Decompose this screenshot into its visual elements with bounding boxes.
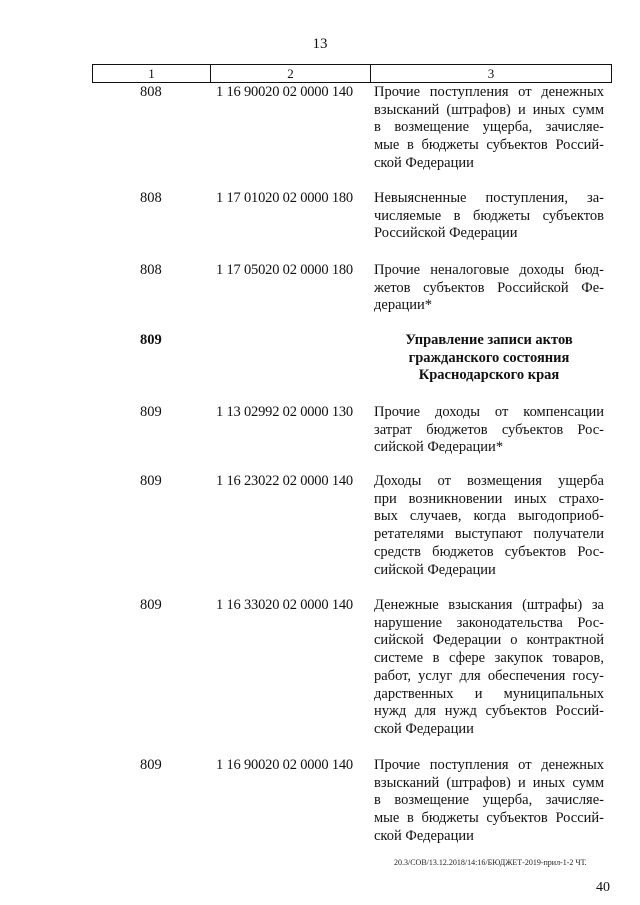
revenue-name — [374, 757, 604, 846]
admin-code: 809 — [140, 757, 162, 773]
revenue-name — [374, 262, 604, 315]
text-line: Прочие доходы от компенсации — [374, 404, 604, 420]
heading-line: гражданского состояния — [408, 349, 570, 366]
text-line: нужд для нужд субъектов Россий- — [374, 703, 604, 720]
text-line: средств бюджетов субъектов Рос- — [374, 543, 604, 560]
text-line: сийской Федерации о контрактной — [374, 632, 604, 649]
text-line: жетов субъектов Российской Фе- — [374, 279, 604, 296]
text-line: Прочие неналоговые доходы бюд- — [374, 262, 604, 278]
revenue-name — [374, 597, 604, 739]
text-line: Прочие поступления от денежных — [374, 84, 604, 100]
admin-code: 809 — [140, 332, 162, 348]
text-line: мые в бюджеты субъектов Россий- — [374, 137, 604, 154]
budget-code: 1 16 90020 02 0000 140 — [216, 757, 353, 773]
page-number-bottom: 40 — [596, 880, 610, 895]
text-line: нарушение законодательства Рос- — [374, 614, 604, 631]
text-line: системе в сфере закупок товаров, — [374, 650, 604, 667]
table-header — [92, 64, 612, 83]
budget-code: 1 13 02992 02 0000 130 — [216, 404, 353, 420]
text-line: сийской Федерации — [374, 561, 496, 578]
budget-code: 1 17 01020 02 0000 180 — [216, 190, 353, 206]
admin-code: 809 — [140, 473, 162, 489]
text-line: работ, услуг для обеспечения госу- — [374, 667, 604, 684]
header-col-2: 2 — [211, 65, 371, 82]
budget-code: 1 16 90020 02 0000 140 — [216, 84, 353, 100]
page-number-top: 13 — [312, 36, 328, 52]
admin-code: 808 — [140, 190, 162, 206]
text-line: ской Федерации — [374, 827, 474, 844]
text-line: взысканий (штрафов) и иных сумм — [374, 101, 604, 118]
text-line: вых случаев, когда выгодоприоб- — [374, 508, 604, 525]
header-col-1: 1 — [93, 65, 211, 82]
budget-code: 1 16 33020 02 0000 140 — [216, 597, 353, 613]
text-line: Прочие поступления от денежных — [374, 757, 604, 773]
text-line: ретателями выступают получатели — [374, 526, 604, 543]
admin-code: 809 — [140, 404, 162, 420]
budget-code: 1 17 05020 02 0000 180 — [216, 262, 353, 278]
section-heading — [374, 332, 604, 385]
text-line: Российской Федерации — [374, 225, 518, 242]
text-line: при возникновении иных страхо- — [374, 490, 604, 507]
admin-code: 808 — [140, 84, 162, 100]
text-line: ской Федерации — [374, 720, 474, 737]
text-line: числяемые в бюджеты субъектов — [374, 207, 604, 224]
admin-code: 808 — [140, 262, 162, 278]
revenue-name — [374, 84, 604, 173]
text-line: взысканий (штрафов) и иных сумм — [374, 774, 604, 791]
revenue-name — [374, 190, 604, 243]
text-line: дерации* — [374, 297, 433, 314]
text-line: сийской Федерации* — [374, 439, 504, 456]
text-line: ской Федерации — [374, 154, 474, 171]
text-line: в возмещение ущерба, зачисляе- — [374, 119, 604, 136]
revenue-name — [374, 473, 604, 579]
text-line: затрат бюджетов субъектов Рос- — [374, 421, 604, 438]
header-col-3: 3 — [487, 65, 495, 81]
text-line: Доходы от возмещения ущерба — [374, 473, 604, 489]
heading-line: Краснодарского края — [418, 367, 560, 384]
admin-code: 809 — [140, 597, 162, 613]
text-line: в возмещение ущерба, зачисляе- — [374, 792, 604, 809]
text-line: Денежные взыскания (штрафы) за — [374, 597, 604, 613]
revenue-name — [374, 404, 604, 457]
heading-line: Управление записи актов — [405, 332, 573, 348]
budget-code: 1 16 23022 02 0000 140 — [216, 473, 353, 489]
text-line: Невыясненные поступления, за- — [374, 190, 604, 206]
text-line: мые в бюджеты субъектов Россий- — [374, 810, 604, 827]
text-line: дарственных и муниципальных — [374, 685, 604, 702]
footer-note: 20.3/СОВ/13.12.2018/14:16/БЮДЖЕТ-2019-прил-1-2 ЧТ. — [394, 858, 587, 867]
